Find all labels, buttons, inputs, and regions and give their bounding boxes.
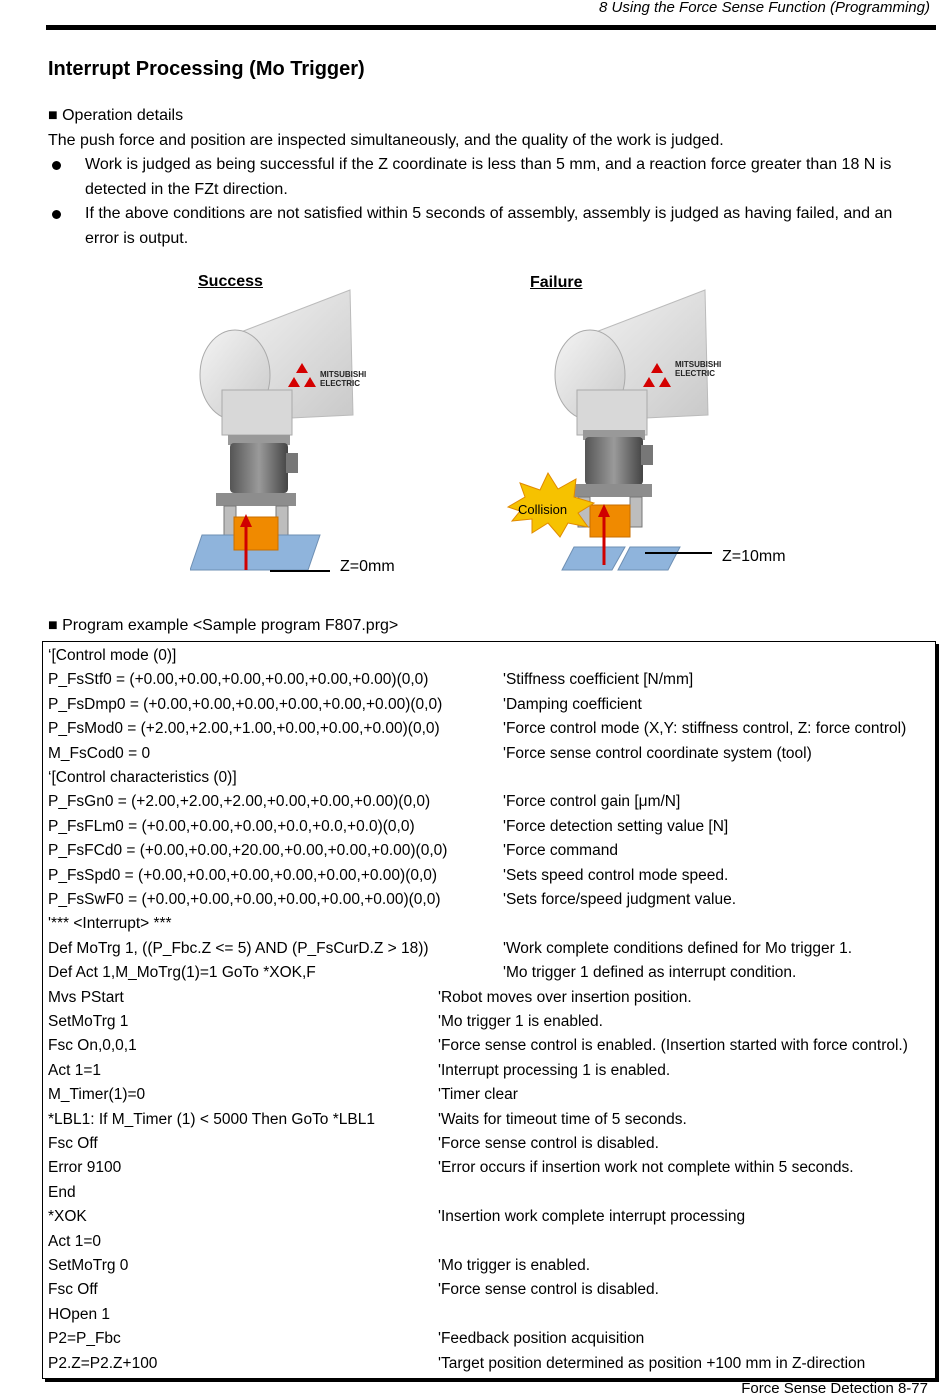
- code-line: P_FsGn0 = (+2.00,+2.00,+2.00,+0.00,+0.00,+0.00)(0,0): [48, 793, 431, 811]
- collision-label: Collision: [518, 502, 568, 517]
- code-line: ‘[Control mode (0)]: [48, 647, 177, 664]
- code-comment: 'Force control mode (X,Y: stiffness control, Z: force control): [503, 720, 907, 738]
- code-comment: 'Force sense control coordinate system (tool): [503, 744, 812, 762]
- chapter-header: 8 Using the Force Sense Function (Programming): [599, 0, 930, 16]
- code-line: P_FsSwF0 = (+0.00,+0.00,+0.00,+0.00,+0.00,+0.00)(0,0): [48, 891, 441, 908]
- operation-heading: ■ Operation details: [48, 107, 184, 124]
- code-line: Def MoTrg 1, ((P_Fbc.Z <= 5) AND (P_FsCurD.Z > 18)): [48, 939, 429, 957]
- code-comment: 'Mo trigger 1 is enabled.: [438, 1013, 603, 1030]
- code-comment: 'Waits for timeout time of 5 seconds.: [438, 1110, 687, 1128]
- code-line: Fsc Off: [48, 1135, 98, 1152]
- code-line: P2=P_Fbc: [48, 1330, 121, 1348]
- brand-text-1: MITSUBISHI: [675, 360, 722, 369]
- code-line: *LBL1: If M_Timer (1) < 5000 Then GoTo *LBL1: [48, 1110, 375, 1128]
- header-rule: [46, 25, 936, 30]
- code-line: End: [48, 1183, 76, 1201]
- code-line: P_FsDmp0 = (+0.00,+0.00,+0.00,+0.00,+0.00,+0.00)(0,0): [48, 695, 443, 713]
- code-comment: 'Mo trigger is enabled.: [438, 1257, 591, 1274]
- code-comment: 'Target position determined as position +100 mm in Z-direction: [438, 1354, 866, 1372]
- code-comment: 'Force sense control is enabled. (Insertion started with force control.): [438, 1037, 908, 1055]
- operation-intro: The push force and position are inspected simultaneously, and the quality of the work is judged.: [48, 131, 724, 149]
- bullet-icon: [48, 153, 85, 202]
- bullet-text: Work is judged as being successful if the Z coordinate is less than 5 mm, and a reaction force greater than 18 N is detected in the FZt direction.: [85, 156, 892, 198]
- brand-text-2: ELECTRIC: [675, 369, 715, 378]
- code-line: Fsc On,0,0,1: [48, 1037, 137, 1055]
- page-footer: Force Sense Detection 8-77: [741, 1380, 928, 1397]
- code-line: P2.Z=P2.Z+100: [48, 1354, 158, 1372]
- code-comment: 'Feedback position acquisition: [438, 1330, 645, 1348]
- code-comment: 'Force sense control is disabled.: [438, 1135, 659, 1152]
- code-line: SetMoTrg 0: [48, 1257, 129, 1274]
- code-line: Def Act 1,M_MoTrg(1)=1 GoTo *XOK,F: [48, 964, 316, 982]
- code-line: Error 9100: [48, 1159, 122, 1177]
- code-line: Act 1=0: [48, 1232, 101, 1250]
- program-heading: ■ Program example <Sample program F807.prg>: [48, 617, 399, 634]
- code-line: SetMoTrg 1: [48, 1013, 129, 1030]
- code-comment: 'Robot moves over insertion position.: [438, 988, 692, 1006]
- code-comment: 'Insertion work complete interrupt processing: [438, 1208, 746, 1226]
- success-z-label: Z=0mm: [340, 558, 395, 575]
- code-line: ‘[Control characteristics (0)]: [48, 769, 237, 786]
- code-line: *XOK: [48, 1208, 87, 1226]
- section-title: Interrupt Processing (Mo Trigger): [48, 58, 365, 80]
- bullet-text: If the above conditions are not satisfied within 5 seconds of assembly, assembly is judged as having failed, and an error is output.: [85, 205, 893, 247]
- failure-caption: Failure: [530, 274, 583, 291]
- code-comment: 'Timer clear: [438, 1086, 518, 1104]
- brand-text-1: MITSUBISHI: [320, 370, 367, 379]
- code-line: P_FsFCd0 = (+0.00,+0.00,+20.00,+0.00,+0.00,+0.00)(0,0): [48, 842, 448, 860]
- code-comment: 'Mo trigger 1 defined as interrupt condition.: [503, 964, 797, 982]
- code-line: HOpen 1: [48, 1305, 111, 1323]
- code-comment: 'Force sense control is disabled.: [438, 1281, 659, 1299]
- code-line: P_FsStf0 = (+0.00,+0.00,+0.00,+0.00,+0.00,+0.00)(0,0): [48, 671, 429, 689]
- code-line: '*** <Interrupt> ***: [48, 915, 172, 933]
- code-comment: 'Error occurs if insertion work not complete within 5 seconds.: [438, 1159, 854, 1177]
- success-robot: [190, 290, 366, 571]
- code-comment: 'Force command: [503, 842, 618, 860]
- code-comment: 'Force detection setting value [N]: [503, 817, 729, 835]
- brand-text-2: ELECTRIC: [320, 379, 360, 388]
- code-line: Mvs PStart: [48, 988, 124, 1006]
- success-caption: Success: [198, 273, 263, 290]
- code-line: P_FsMod0 = (+2.00,+2.00,+1.00,+0.00,+0.00,+0.00)(0,0): [48, 720, 440, 738]
- bullet-icon: [48, 202, 85, 251]
- code-line: Act 1=1: [48, 1061, 101, 1079]
- code-comment: 'Force control gain [μm/N]: [503, 793, 681, 811]
- operation-details: [48, 104, 928, 251]
- code-comment: 'Interrupt processing 1 is enabled.: [438, 1061, 671, 1079]
- insertion-illustration: [190, 285, 910, 585]
- code-line: M_FsCod0 = 0: [48, 744, 151, 762]
- code-line: P_FsSpd0 = (+0.00,+0.00,+0.00,+0.00,+0.00,+0.00)(0,0): [48, 866, 438, 884]
- program-listing: [42, 641, 936, 1379]
- code-comment: 'Sets force/speed judgment value.: [503, 891, 737, 908]
- code-comment: 'Stiffness coefficient [N/mm]: [503, 671, 694, 689]
- failure-z-label: Z=10mm: [722, 548, 786, 565]
- failure-robot: [508, 290, 721, 570]
- code-comment: 'Sets speed control mode speed.: [503, 866, 729, 884]
- code-line: M_Timer(1)=0: [48, 1086, 146, 1104]
- bullet-item: [48, 153, 928, 202]
- bullet-item: [48, 202, 928, 251]
- code-line: Fsc Off: [48, 1281, 98, 1299]
- code-comment: 'Damping coefficient: [503, 695, 642, 713]
- code-comment: 'Work complete conditions defined for Mo trigger 1.: [503, 939, 853, 957]
- code-line: P_FsFLm0 = (+0.00,+0.00,+0.00,+0.0,+0.0,+0.0)(0,0): [48, 817, 415, 835]
